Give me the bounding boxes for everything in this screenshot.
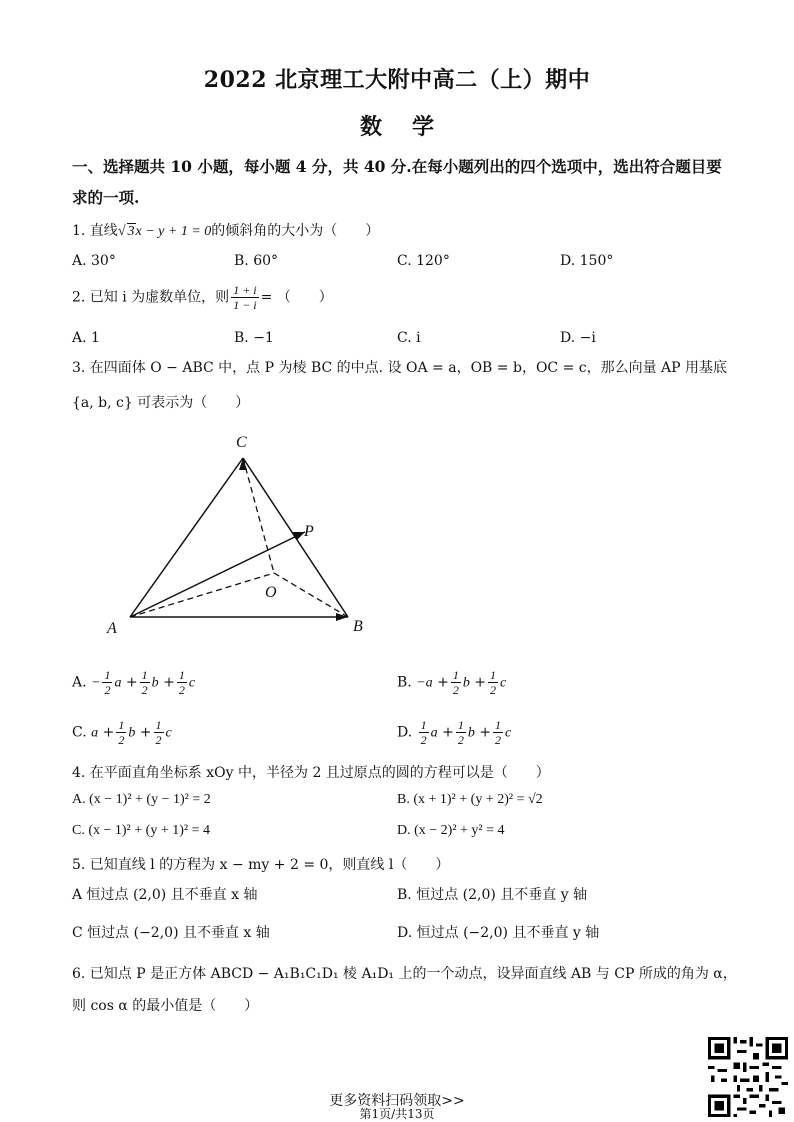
q2-option-d: D. −i: [560, 330, 596, 346]
q5-option-a: A 恒过点 (2,0) 且不垂直 x 轴: [72, 887, 258, 903]
edge-co-dashed: [243, 458, 274, 573]
q4-option-c: C. (x − 1)² + (y + 1)² = 4: [72, 823, 210, 838]
q5-option-c: C 恒过点 (−2,0) 且不垂直 x 轴: [72, 925, 270, 941]
q4-option-a: A. (x − 1)² + (y − 1)² = 2: [72, 792, 211, 807]
question-3-line1: 3. 在四面体 O − ABC 中，点 P 为棱 BC 的中点. 设 OA = a，OB = b，OC = c，那么向量 AP 用基底: [72, 360, 728, 376]
label-p: P: [304, 523, 314, 540]
more-materials-link[interactable]: 更多资料扫码领取>>: [329, 1093, 465, 1109]
page-title: 2022 北京理工大附中高二（上）期中: [203, 67, 591, 93]
q2-numerator: 1 + i: [233, 283, 257, 297]
q3-option-d: D. $\frac{1}{2}$ a + $\frac{1}{2}$ b + $\frac{1}{2}$ c: [397, 718, 512, 747]
q2-suffix: = （ ）: [260, 289, 333, 306]
label-b: B: [353, 618, 363, 635]
q2-denominator: 1 − i: [233, 298, 257, 312]
edge-ao-dashed: [130, 573, 274, 617]
question-6-line1: 6. 已知点 P 是正方体 ABCD − A₁B₁C₁D₁ 棱 A₁D₁ 上的一个动点，设异面直线 AB 与 CP 所成的角为 α，: [72, 966, 737, 982]
question-6-line2: 则 cos α 的最小值是（ ）: [72, 998, 259, 1014]
label-c: C: [236, 434, 247, 451]
tetrahedron-figure: [100, 420, 390, 640]
section-heading-line2: 求的一项.: [72, 188, 140, 207]
question-3-line2: {a, b, c} 可表示为（ ）: [72, 395, 250, 411]
q2-prefix: 2. 已知 i 为虚数单位，则: [72, 289, 230, 306]
q1-expr: x − y + 1 = 0: [135, 224, 212, 239]
edge-ac: [130, 458, 243, 617]
q2-option-b: B. −1: [234, 330, 274, 346]
edge-ob-dashed: [274, 573, 348, 617]
q3-option-c: C. a + $\frac{1}{2}$ b + $\frac{1}{2}$ c: [72, 718, 172, 747]
q1-suffix: 的倾斜角的大小为（ ）: [211, 223, 380, 239]
q2-option-a: A. 1: [72, 330, 100, 346]
q1-sqrt: 3: [127, 224, 135, 239]
q1-option-a: A. 30°: [72, 253, 116, 269]
q2-option-c: C. i: [397, 330, 421, 346]
label-o: O: [265, 584, 277, 601]
q1-option-c: C. 120°: [397, 253, 450, 269]
q3-option-a: A. − $\frac{1}{2}$ a + $\frac{1}{2}$ b + $\frac{1}{2}$ c: [72, 668, 196, 697]
section-heading-line1: 一、选择题共 10 小题，每小题 4 分，共 40 分.在每小题列出的四个选项中，选出符合题目要: [72, 157, 722, 176]
q5-option-b: B. 恒过点 (2,0) 且不垂直 y 轴: [397, 887, 588, 903]
q3-option-b: B. −a + $\frac{1}{2}$ b + $\frac{1}{2}$ c: [397, 668, 507, 697]
q4-option-b: B. (x + 1)² + (y + 2)² = √2: [397, 792, 543, 807]
arrowhead-c: [239, 458, 247, 470]
question-5-stem: 5. 已知直线 l 的方程为 x − my + 2 = 0，则直线 l（ ）: [72, 857, 450, 873]
vector-ap: [130, 532, 305, 617]
question-2-stem: [72, 283, 333, 312]
q1-option-d: D. 150°: [560, 253, 614, 269]
q1-option-b: B. 60°: [234, 253, 279, 269]
question-1-stem: 1. 直线√ 3x − y + 1 = 0的倾斜角的大小为（ ）: [72, 223, 380, 239]
q4-option-d: D. (x − 2)² + y² = 4: [397, 823, 505, 838]
subject-heading: 数学: [359, 114, 464, 140]
q2-fraction: [231, 283, 258, 312]
label-a: A: [107, 620, 117, 637]
q1-prefix: 1. 直线: [72, 223, 118, 239]
q5-option-d: D. 恒过点 (−2,0) 且不垂直 y 轴: [397, 925, 600, 941]
question-4-stem: 4. 在平面直角坐标系 xOy 中，半径为 2 且过原点的圆的方程可以是（ ）: [72, 765, 550, 781]
page-number: 第1页/共13页: [359, 1107, 435, 1121]
